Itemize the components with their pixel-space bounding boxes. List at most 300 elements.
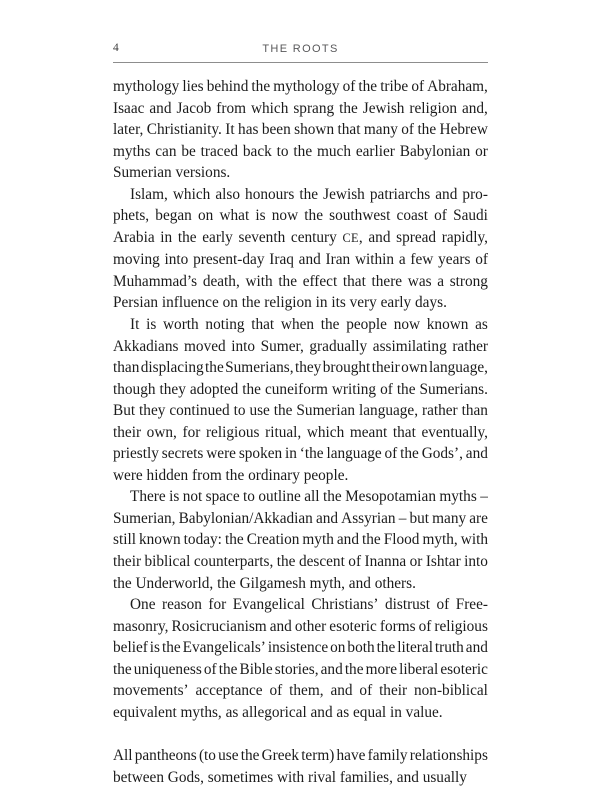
word: of	[475, 249, 488, 271]
word: and	[321, 659, 343, 681]
word: they	[160, 379, 186, 401]
word: can	[155, 141, 176, 163]
word: It	[225, 119, 234, 141]
word: all	[304, 486, 319, 508]
word: continued	[169, 400, 229, 422]
word: moving	[113, 249, 160, 271]
word: what	[219, 205, 249, 227]
word: coast	[397, 205, 428, 227]
word: was	[408, 271, 432, 293]
text-line	[113, 659, 488, 681]
word: Abraham,	[427, 76, 488, 98]
word: known	[427, 314, 469, 336]
word: the	[293, 141, 312, 163]
word: much	[317, 141, 351, 163]
word: the	[304, 205, 323, 227]
text-line	[113, 680, 488, 702]
word: now	[272, 205, 298, 227]
word: ritual,	[265, 422, 301, 444]
word: though	[113, 379, 156, 401]
word: their	[372, 357, 400, 379]
word: mythology	[273, 76, 339, 98]
word: behind	[207, 76, 249, 98]
word: adopted	[190, 379, 238, 401]
word: few	[410, 249, 433, 271]
word: of	[385, 443, 398, 465]
word: the	[278, 271, 297, 293]
word: shown	[294, 119, 334, 141]
word: that	[251, 314, 274, 336]
text-line	[113, 637, 488, 659]
word: of	[434, 205, 447, 227]
word: relationships	[410, 745, 488, 767]
word: their	[379, 680, 407, 702]
word: There	[130, 486, 166, 508]
word: is	[255, 205, 265, 227]
word: in	[160, 227, 172, 250]
word: they	[295, 357, 321, 379]
word: Arabia	[113, 227, 155, 250]
word: rapidly,	[442, 227, 488, 250]
word: Saudi	[453, 205, 488, 227]
word: Islam,	[130, 184, 168, 206]
word: Isaac	[113, 98, 144, 120]
word: outline	[258, 486, 301, 508]
word: language,	[359, 400, 418, 422]
word: lies	[182, 76, 203, 98]
word: Sumer,	[261, 336, 304, 358]
word: Gods’,	[422, 443, 463, 465]
word: which	[251, 98, 288, 120]
word: and,	[462, 98, 488, 120]
word: back	[243, 141, 272, 163]
word: of	[380, 379, 393, 401]
text-line	[113, 357, 488, 379]
text-line	[113, 443, 488, 465]
text-line	[113, 551, 488, 573]
word: Hebrew	[440, 119, 488, 141]
word: for	[182, 422, 200, 444]
word: One	[130, 594, 156, 616]
word: that	[393, 422, 416, 444]
text-line	[113, 616, 488, 638]
word: in	[285, 443, 297, 465]
word: honours	[245, 184, 294, 206]
word: Sumerian	[296, 400, 355, 422]
word: rather	[452, 336, 488, 358]
word: patriarchs	[370, 184, 430, 206]
word: religious	[206, 422, 260, 444]
word: the	[358, 76, 377, 98]
word: spoken	[239, 443, 282, 465]
word: Babylonian/Akkadian	[179, 508, 313, 530]
word: Free-	[456, 594, 488, 616]
word: and	[368, 227, 390, 250]
word: mythology	[113, 76, 179, 98]
word: been	[262, 119, 291, 141]
word: sprang	[293, 98, 334, 120]
word: southwest	[329, 205, 390, 227]
word: on	[198, 205, 213, 227]
word: people	[346, 314, 387, 336]
text-line	[113, 184, 488, 206]
word: Muhammad’s	[113, 271, 197, 293]
word: All	[113, 745, 133, 767]
word: use	[249, 400, 269, 422]
word: years	[438, 249, 470, 271]
word: earlier	[356, 141, 395, 163]
word: and	[316, 508, 338, 530]
word: use	[218, 745, 238, 767]
word: belief	[113, 637, 148, 659]
text-line	[113, 508, 488, 530]
word: into	[464, 551, 488, 573]
word: but	[409, 508, 429, 530]
word: own,	[147, 422, 177, 444]
word: the	[242, 379, 261, 401]
word: meant	[350, 422, 387, 444]
word: is	[146, 314, 156, 336]
word: a	[399, 249, 406, 271]
word: Christians’	[311, 594, 378, 616]
word: early	[202, 227, 233, 250]
word: into	[231, 336, 255, 358]
word: present-day	[193, 249, 264, 271]
word: religious	[434, 616, 488, 638]
word: esoteric	[440, 659, 488, 681]
word: stories,	[275, 659, 319, 681]
word: and	[270, 616, 292, 638]
word: –	[399, 508, 407, 530]
text-line	[113, 227, 488, 250]
text-line	[113, 76, 488, 98]
word: to	[243, 486, 255, 508]
word: the	[205, 357, 224, 379]
text-line	[113, 745, 488, 767]
word: are	[469, 508, 488, 530]
paragraph-2	[113, 184, 488, 314]
word: the	[219, 659, 238, 681]
word: family	[368, 745, 408, 767]
word: Iran	[326, 249, 351, 271]
word: and	[330, 680, 352, 702]
word: of	[436, 594, 449, 616]
word: than	[462, 400, 488, 422]
word: the	[377, 637, 396, 659]
word: be	[181, 141, 195, 163]
word: with	[245, 271, 272, 293]
word: tribe	[380, 76, 408, 98]
word: later,	[113, 119, 143, 141]
word: displacing	[141, 357, 204, 379]
word: or	[410, 551, 423, 573]
word: death,	[203, 271, 240, 293]
word: gradually	[309, 336, 367, 358]
word: which	[173, 184, 210, 206]
word: descent	[299, 551, 345, 573]
word: known	[139, 529, 181, 551]
word: traced	[201, 141, 238, 163]
word: non-biblical	[414, 680, 488, 702]
word: Evangelical	[233, 594, 305, 616]
word: of	[204, 659, 217, 681]
word: forms	[380, 616, 416, 638]
word: have	[337, 745, 366, 767]
word: and	[149, 98, 171, 120]
word: literal	[397, 637, 433, 659]
word: But	[113, 400, 135, 422]
word: the	[397, 379, 416, 401]
text-line	[113, 141, 488, 163]
word: pantheons	[135, 745, 197, 767]
word: reason	[162, 594, 202, 616]
word: myths	[113, 141, 150, 163]
word: uniqueness	[134, 659, 202, 681]
word: –	[480, 486, 488, 508]
word: the	[251, 76, 270, 98]
word: Greek	[262, 745, 299, 767]
word: the	[162, 637, 181, 659]
text-line	[113, 379, 488, 401]
text-line	[113, 422, 488, 444]
word: Ishtar	[426, 551, 461, 573]
page-number: 4	[113, 41, 119, 56]
paragraph-break-spacer	[113, 723, 488, 745]
word: seventh	[239, 227, 286, 250]
word: which	[307, 422, 344, 444]
text-line: equivalent myths, as allegorical and as equal in value.	[113, 702, 488, 724]
word: a	[437, 271, 444, 293]
word: term)	[301, 745, 334, 767]
word: the	[323, 486, 342, 508]
word: the	[241, 745, 260, 767]
word: both	[347, 637, 374, 659]
word: space	[206, 486, 240, 508]
word: counterparts,	[194, 551, 273, 573]
word: biblical	[145, 551, 191, 573]
word: the	[178, 227, 197, 250]
text-line	[113, 529, 488, 551]
word: own	[401, 357, 427, 379]
word: brought	[323, 357, 371, 379]
word: Iraq	[269, 249, 294, 271]
word: were	[206, 443, 236, 465]
word: distrust	[385, 594, 430, 616]
word: priestly	[113, 443, 159, 465]
word: from	[216, 98, 246, 120]
word: Jewish	[363, 98, 405, 120]
word: pro-	[462, 184, 488, 206]
text-line	[113, 400, 488, 422]
word: that	[343, 271, 366, 293]
text-line: between Gods, sometimes with rival families, and usually	[113, 767, 488, 788]
word: now	[394, 314, 420, 336]
word: to	[234, 400, 246, 422]
text-line	[113, 486, 488, 508]
word: Flood	[384, 529, 420, 551]
word: within	[355, 249, 394, 271]
word: and	[435, 184, 457, 206]
word: assimilating	[373, 336, 447, 358]
word: many	[364, 119, 398, 141]
word: Bible	[240, 659, 273, 681]
word: the	[277, 551, 296, 573]
text-line	[113, 119, 488, 141]
text-line	[113, 271, 488, 293]
word: is	[150, 637, 160, 659]
word: century	[291, 227, 337, 250]
word: than	[113, 357, 139, 379]
paragraph-1	[113, 76, 488, 184]
word: there	[372, 271, 403, 293]
word: acceptance	[196, 680, 263, 702]
word: Sumerian,	[113, 508, 175, 530]
paragraph-4	[113, 486, 488, 594]
word: truth	[435, 637, 464, 659]
word: the	[274, 400, 293, 422]
word: religion	[409, 98, 457, 120]
word: or	[475, 141, 488, 163]
word: (to	[199, 745, 216, 767]
word: the	[321, 314, 340, 336]
word: strong	[450, 271, 488, 293]
paragraph-6	[113, 745, 488, 788]
text-line	[113, 336, 488, 358]
word: the	[362, 529, 381, 551]
word: myth,	[422, 529, 457, 551]
text-line: were hidden from the ordinary people.	[113, 465, 488, 487]
small-caps-ce: CE	[342, 231, 358, 245]
text-line	[113, 205, 488, 227]
word: phets,	[113, 205, 149, 227]
word: liberal	[399, 659, 438, 681]
word: is	[169, 486, 179, 508]
running-head-title: THE ROOTS	[113, 42, 488, 56]
word: for	[208, 594, 226, 616]
word: ‘the	[300, 443, 324, 465]
text-line	[113, 249, 488, 271]
word: language,	[429, 357, 488, 379]
word: Sumerians,	[225, 357, 293, 379]
word: of	[419, 616, 432, 638]
word: worth	[163, 314, 199, 336]
word: when	[281, 314, 314, 336]
word: the	[225, 529, 244, 551]
word: the	[299, 184, 318, 206]
word: and	[299, 249, 321, 271]
word: myths	[439, 486, 476, 508]
word: of	[348, 551, 361, 573]
text-line	[113, 594, 488, 616]
word: of	[411, 76, 424, 98]
word: of	[343, 76, 356, 98]
word: Sumerians.	[420, 379, 488, 401]
running-head	[113, 41, 488, 59]
word: their	[113, 422, 141, 444]
word: also	[215, 184, 240, 206]
word: noting	[205, 314, 244, 336]
word: and	[337, 529, 359, 551]
word: Akkadians	[113, 336, 178, 358]
word: of	[269, 680, 282, 702]
word: Babylonian	[400, 141, 471, 163]
word: Evangelicals’	[183, 637, 266, 659]
word: secrets	[162, 443, 204, 465]
body-text-block	[113, 76, 488, 788]
word: rather	[422, 400, 458, 422]
text-line: the Underworld, the Gilgamesh myth, and others.	[113, 573, 488, 595]
word: insistence	[268, 637, 328, 659]
word: of	[401, 119, 414, 141]
word: Jacob	[176, 98, 211, 120]
word: the	[400, 443, 419, 465]
word: Rosicrucianism	[172, 616, 267, 638]
word: esoteric	[329, 616, 377, 638]
word: and	[466, 443, 488, 465]
word: has	[238, 119, 258, 141]
word: CE,	[342, 227, 362, 250]
word: that	[338, 119, 361, 141]
text-line: Sumerian versions.	[113, 162, 488, 184]
word: the	[113, 659, 132, 681]
word: more	[366, 659, 397, 681]
word: of	[359, 680, 372, 702]
word: they	[139, 400, 165, 422]
word: the	[345, 659, 364, 681]
word: cuneiform	[265, 379, 328, 401]
word: moved	[184, 336, 226, 358]
paragraph-3	[113, 314, 488, 486]
word: Inanna	[365, 551, 407, 573]
word: Assyrian	[341, 508, 395, 530]
word: them,	[289, 680, 323, 702]
word: still	[113, 529, 136, 551]
text-line	[113, 314, 488, 336]
text-line	[113, 98, 488, 120]
text-line: Persian influence on the religion in its very early days.	[113, 292, 488, 314]
word: myth	[302, 529, 333, 551]
word: to	[277, 141, 289, 163]
word: writing	[332, 379, 376, 401]
word: with	[461, 529, 488, 551]
paragraph-5	[113, 594, 488, 723]
word: today:	[184, 529, 222, 551]
word: Creation	[247, 529, 300, 551]
word: began	[155, 205, 192, 227]
word: and	[466, 637, 488, 659]
word: Jewish	[323, 184, 365, 206]
word: Mesopotamian	[345, 486, 436, 508]
word: the	[417, 119, 436, 141]
word: effect	[303, 271, 338, 293]
word: spread	[396, 227, 436, 250]
word: masonry,	[113, 616, 169, 638]
word: on	[330, 637, 345, 659]
word: not	[183, 486, 203, 508]
word: into	[165, 249, 189, 271]
word: other	[295, 616, 326, 638]
word: eventually,	[421, 422, 488, 444]
word: many	[432, 508, 466, 530]
word: language	[326, 443, 381, 465]
word: It	[130, 314, 139, 336]
word: as	[475, 314, 488, 336]
header-rule	[113, 62, 488, 63]
word: movements’	[113, 680, 189, 702]
word: Christianity.	[147, 119, 222, 141]
word: their	[113, 551, 141, 573]
word: the	[339, 98, 358, 120]
